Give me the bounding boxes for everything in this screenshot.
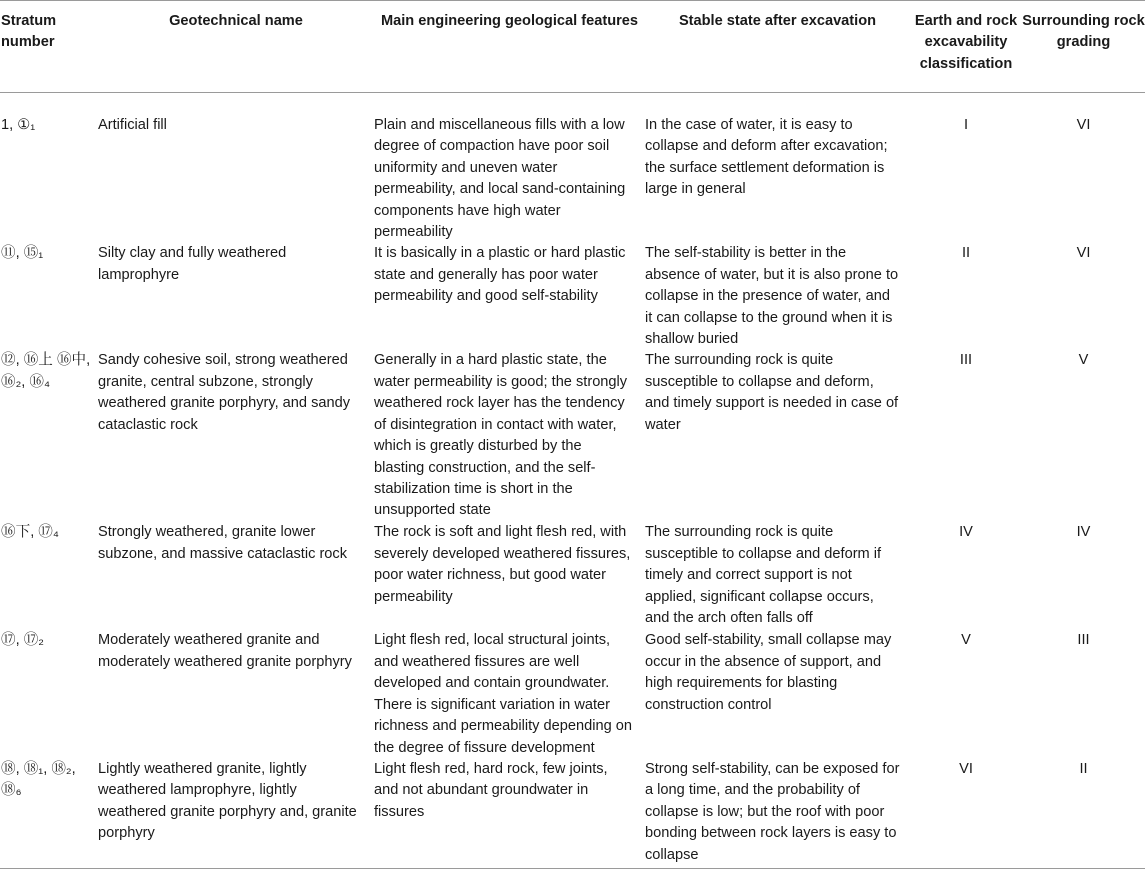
header-geotechnical-name: Geotechnical name [169,13,303,29]
stratum-cell: ⑫, ⑯上 ⑯中, ⑯₂, ⑯₄ [1,352,91,390]
name-cell: Artificial fill [98,117,167,133]
features-cell: It is basically in a plastic or hard plastic state and generally has poor water permeability and good self-stability [374,245,626,305]
stratum-cell: 1, ①₁ [1,117,36,133]
excavability-cell: III [959,352,973,369]
table-row [0,350,1145,522]
stable-cell: In the case of water, it is easy to collapse and deform after excavation; the surface settlement deformation is large in general [645,117,888,198]
stratum-cell: ⑰, ⑰₂ [1,632,44,649]
header-main-features: Main engineering geological features [380,13,639,29]
stable-cell: Strong self-stability, can be exposed for a long time, and the probability of collapse is low; but the roof with poor bonding between rock layers is easy to collapse [645,760,900,863]
stable-cell: The self-stability is better in the absence of water, but it is also prone to collapse in the presence of water, and it can collapse to the ground when it is shallow buried [645,245,899,348]
name-cell: Lightly weathered granite, lightly weathered lamprophyre, lightly weathered granite porphyry and, granite porphyry [98,760,357,842]
features-cell: Light flesh red, local structural joints, and weathered fissures are well developed and contain groundwater. There is significant variation in water richness and permeability depending on the degree of fissure development [374,632,632,756]
grading-cell: V [1078,352,1089,369]
name-cell: Silty clay and fully weathered lamprophyre [98,245,287,283]
header-stable-state: Stable state after excavation [678,13,877,29]
table-row [0,93,1145,244]
grading-cell: VI [1076,117,1091,133]
table-row [0,630,1145,758]
table-row [0,243,1145,350]
name-cell: Sandy cohesive soil, strong weathered granite, central subzone, strongly weathered granite porphyry, and sandy cataclastic rock [98,352,351,433]
features-cell: Light flesh red, hard rock, few joints, and not abundant groundwater in fissures [374,760,608,820]
stable-cell: Good self-stability, small collapse may occur in the absence of support, and high requirements for blasting construction control [645,632,892,713]
stratum-cell: ⑱, ⑱₁, ⑱₂, ⑱₆ [1,760,76,799]
grading-cell: II [1079,760,1088,777]
grading-cell: VI [1076,245,1091,262]
features-cell: Plain and miscellaneous fills with a low degree of compaction have poor soil uniformity and uneven water permeability, and local sand-containing components have high water permeability [374,117,626,241]
stable-cell: The surrounding rock is quite susceptible to collapse and deform, and timely support is needed in case of water [645,352,899,433]
excavability-cell: IV [959,524,973,541]
excavability-cell: V [961,632,971,649]
stable-cell: The surrounding rock is quite susceptible to collapse and deform if timely and correct support is not applied, significant collapse occurs, and the arch often falls off [645,524,882,627]
features-cell: The rock is soft and light flesh red, with severely developed weathered fissures, poor water richness, but good water permeability [374,524,631,605]
header-excavability: Earth and rock excavability classification [914,13,1018,72]
table-row [0,522,1145,630]
header-surrounding-rock: Surrounding rock grading [1022,13,1145,51]
name-cell: Strongly weathered, granite lower subzone, and massive cataclastic rock [98,524,348,562]
excavability-cell: I [963,117,969,133]
features-cell: Generally in a hard plastic state, the water permeability is good; the strongly weathered rock layer has the tendency of disintegration in contact with water, which is greatly disturbed by the blasting construction, and the self-stabilization time is short in the unsupported state [374,352,628,519]
excavability-cell: VI [959,760,973,777]
header-stratum-number: Stratum number [1,13,57,51]
stratum-cell: ⑪, ⑮₁ [1,245,44,262]
grading-cell: IV [1076,524,1091,541]
stratum-cell: ⑯下, ⑰₄ [1,524,59,541]
grading-cell: III [1077,632,1090,649]
table-header-row [0,1,1145,93]
excavability-cell: II [961,245,971,262]
table-row [0,759,1145,869]
name-cell: Moderately weathered granite and moderately weathered granite porphyry [98,632,352,670]
